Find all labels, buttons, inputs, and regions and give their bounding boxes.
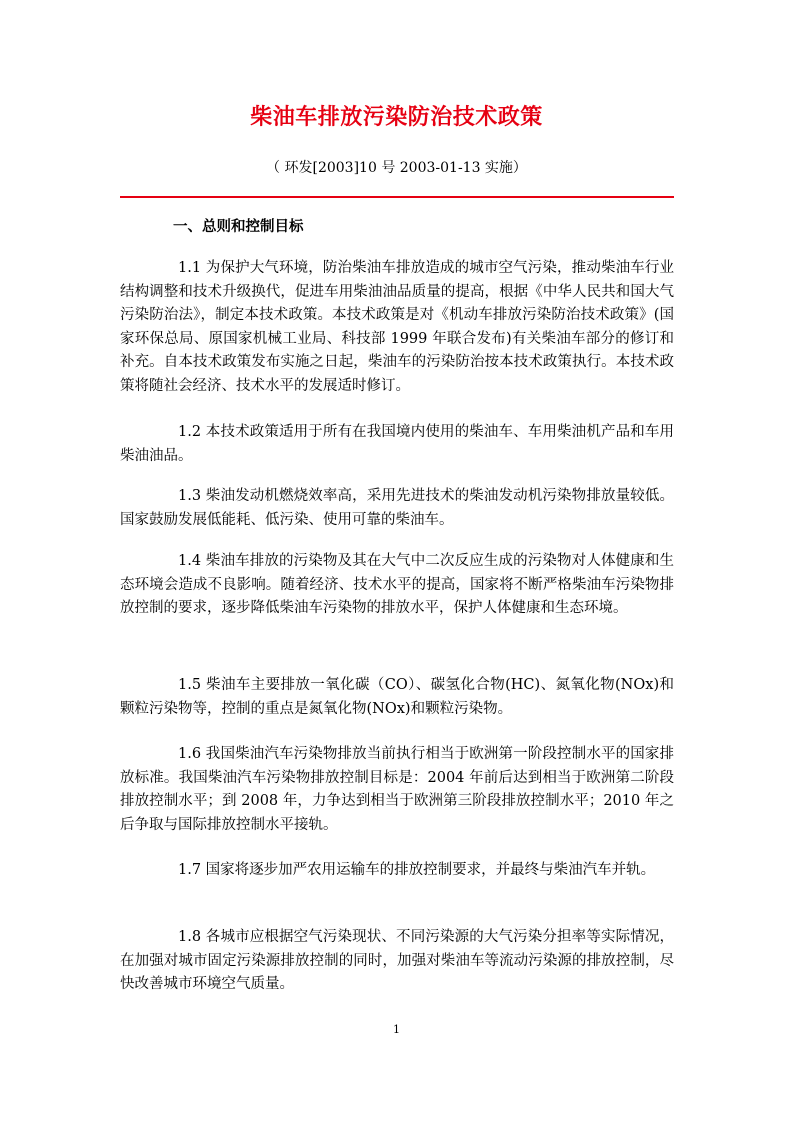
paragraph-1-7: 1.7 国家将逐步加严农用运输车的排放控制要求，并最终与柴油汽车并轨。 <box>178 862 656 878</box>
paragraph-1-2: 1.2 本技术政策适用于所有在我国境内使用的柴油车、车用柴油机产品和车用柴油油品。 <box>120 424 674 464</box>
paragraph-1-4: 1.4 柴油车排放的污染物及其在大气中二次反应生成的污染物对人体健康和生态环境会造成不良影响。随着经济、技术水平的提高，国家将不断严格柴油车污染物排放控制的要求，逐步降低柴油车污染物的排放水平，保护人体健康和生态环境。 <box>120 553 674 616</box>
paragraph-1-8: 1.8 各城市应根据空气污染现状、不同污染源的大气污染分担率等实际情况，在加强对城市固定污染源排放控制的同时，加强对柴油车等流动污染源的排放控制，尽快改善城市环境空气质量。 <box>120 929 674 992</box>
document-subtitle: （ 环发[2003]10 号 2003-01-13 实施） <box>266 160 527 176</box>
section-heading: 一、总则和控制目标 <box>173 219 304 235</box>
title-divider <box>120 196 674 198</box>
paragraph-1-5: 1.5 柴油车主要排放一氧化碳（CO）、碳氢化合物(HC)、氮氧化物(NOx)和颗粒污染物等，控制的重点是氮氧化物(NOx)和颗粒污染物。 <box>120 677 674 717</box>
paragraph-1-6: 1.6 我国柴油汽车污染物排放当前执行相当于欧洲第一阶段控制水平的国家排放标准。我国柴油汽车污染物排放控制目标是：2004 年前后达到相当于欧洲第二阶段排放控制水平；到 2008 年，力争达到相当于欧洲第三阶段排放控制水平；2010 年之后争取与国际排放控制水平接轨。 <box>120 746 674 833</box>
page-number: 1 <box>393 1023 400 1036</box>
paragraph-1-1: 1.1 为保护大气环境，防治柴油车排放造成的城市空气污染，推动柴油车行业结构调整和技术升级换代，促进车用柴油油品质量的提高，根据《中华人民共和国大气污染防治法》，制定本技术政策。本技术政策是对《机动车排放污染防治技术政策》(国家环保总局、原国家机械工业局、科技部 1999 年联合发布)有关柴油车部分的修订和补充。自本技术政策发布实施之日起，柴油车的污染防治按本技术政策执行。本技术政策将随社会经济、技术水平的发展适时修订。 <box>120 260 674 394</box>
paragraph-1-3: 1.3 柴油发动机燃烧效率高，采用先进技术的柴油发动机污染物排放量较低。国家鼓励发展低能耗、低污染、使用可靠的柴油车。 <box>120 488 674 528</box>
document-title: 柴油车排放污染防治技术政策 <box>250 105 543 130</box>
